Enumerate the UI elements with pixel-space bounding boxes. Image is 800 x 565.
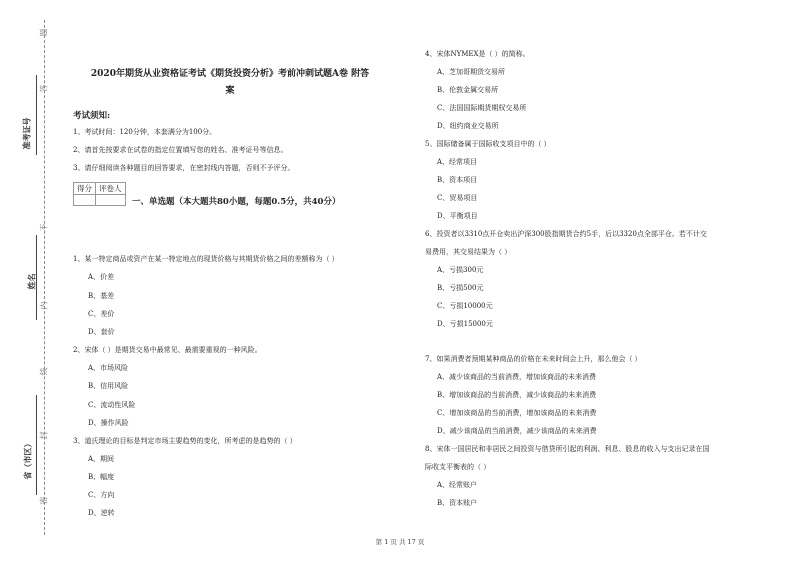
question-option: D、平衡项目 <box>437 212 478 220</box>
question-option: C、增加该商品的当前消费，增加该商品的未来消费 <box>437 409 597 417</box>
question-stem: 8、宋体一国居民和非居民之间投资与借贷所引起的利润、利息、股息的收入与支出记录在国 <box>425 445 710 453</box>
question-option: C、亏损10000元 <box>437 302 493 310</box>
question-option: A、亏损300元 <box>437 266 484 274</box>
question-stem-continued: 易费用，其交易结果为（ ） <box>425 248 512 256</box>
question-stem: 4、宋体NYMEX是（ ）的简称。 <box>425 50 530 58</box>
question-option: A、经常账户 <box>437 481 478 489</box>
question-option: D、亏损15000元 <box>437 320 493 328</box>
reviewer-cell <box>96 195 126 206</box>
question-option: C、流动性风险 <box>88 401 136 409</box>
question-option: D、减少该商品的当前消费，减少该商品的未来消费 <box>437 427 597 435</box>
question-option: D、套价 <box>88 328 115 336</box>
notice-heading: 考试须知: <box>73 111 111 121</box>
side-glyph-feng: 封 <box>39 431 49 440</box>
question-stem: 7、如果消费者预期某种商品的价格在未来时间会上升，那么他会（ ） <box>425 355 642 363</box>
question-stem: 5、国际储备属于国际收支项目中的（ ） <box>425 140 551 148</box>
question-option: B、增加该商品的当前消费，减少该商品的未来消费 <box>437 391 597 399</box>
question-option: B、亏损500元 <box>437 284 484 292</box>
question-option: B、资本项目 <box>437 176 478 184</box>
question-option: C、贸易项目 <box>437 194 478 202</box>
page-number: 第 1 页 共 17 页 <box>375 538 425 546</box>
question-option: B、基差 <box>88 292 115 300</box>
reviewer-header: 评卷人 <box>96 183 126 195</box>
exam-no-underline <box>36 75 37 155</box>
side-glyph-xian: 线 <box>39 367 49 376</box>
side-glyph-ti: 题 <box>39 28 49 37</box>
name-label: 姓名 <box>26 273 37 290</box>
side-glyph-nei: 内 <box>39 301 49 310</box>
notice-item: 3、请仔细阅读各种题目的回答要求，在密封线内答题，否则不予评分。 <box>73 164 295 172</box>
question-option: A、期间 <box>88 455 115 463</box>
side-glyph-da: 答 <box>39 84 49 93</box>
question-option: B、伦敦金属交易所 <box>437 86 499 94</box>
question-stem: 1、某一特定商品或资产在某一特定地点的现货价格与其期货价格之间的差额称为（ ） <box>73 255 339 263</box>
question-option: C、方向 <box>88 491 115 499</box>
question-option: A、价差 <box>88 273 115 281</box>
question-option: B、幅度 <box>88 473 115 481</box>
section-heading: 一、单选题（本大题共80小题，每题0.5分，共40分） <box>132 197 341 207</box>
binding-line <box>44 20 45 535</box>
exam-title <box>70 66 390 100</box>
score-cell <box>74 195 96 206</box>
question-stem-continued: 际收支平衡表的（ ） <box>425 463 491 471</box>
score-header: 得分 <box>74 183 96 195</box>
exam-title-line1: 2020年期货从业资格证考试《期货投资分析》考前冲刺试题A卷 附答 <box>90 69 370 79</box>
province-underline <box>36 395 37 495</box>
province-label: 省（市区） <box>22 439 33 480</box>
exam-title-line2: 案 <box>225 86 235 96</box>
exam-number-label: 准考证号 <box>21 117 32 150</box>
score-table <box>73 182 126 206</box>
question-option: D、操作风险 <box>88 419 129 427</box>
question-option: C、差价 <box>88 310 115 318</box>
question-option: D、纽约商业交易所 <box>437 122 499 130</box>
question-option: B、资本账户 <box>437 499 478 507</box>
side-glyph-mi: 密 <box>39 496 49 505</box>
question-stem: 6、投资者以3310点开仓卖出沪深300股指期货合约5手，后以3320点全部平仓。若不计交 <box>425 230 707 238</box>
question-option: C、法国国际期货期权交易所 <box>437 104 527 112</box>
question-option: A、市场风险 <box>88 364 129 372</box>
question-option: A、经常项目 <box>437 158 478 166</box>
question-option: D、逆转 <box>88 509 115 517</box>
question-option: B、信用风险 <box>88 382 129 390</box>
question-option: A、减少该商品的当前消费，增加该商品的未来消费 <box>437 373 597 381</box>
notice-item: 1、考试时间：120分钟，本套满分为100分。 <box>73 128 217 136</box>
question-option: A、芝加哥期货交易所 <box>437 68 506 76</box>
side-glyph-bu: 不 <box>39 223 49 232</box>
question-stem: 3、道氏理论的目标是判定市场主要趋势的变化，所考虑的是趋势的（ ） <box>73 437 297 445</box>
notice-item: 2、请首先按要求在试卷的指定位置填写您的姓名、准考证号等信息。 <box>73 146 288 154</box>
question-stem: 2、宋体（ ）是期货交易中最常见、最需要重视的一种风险。 <box>73 346 262 354</box>
